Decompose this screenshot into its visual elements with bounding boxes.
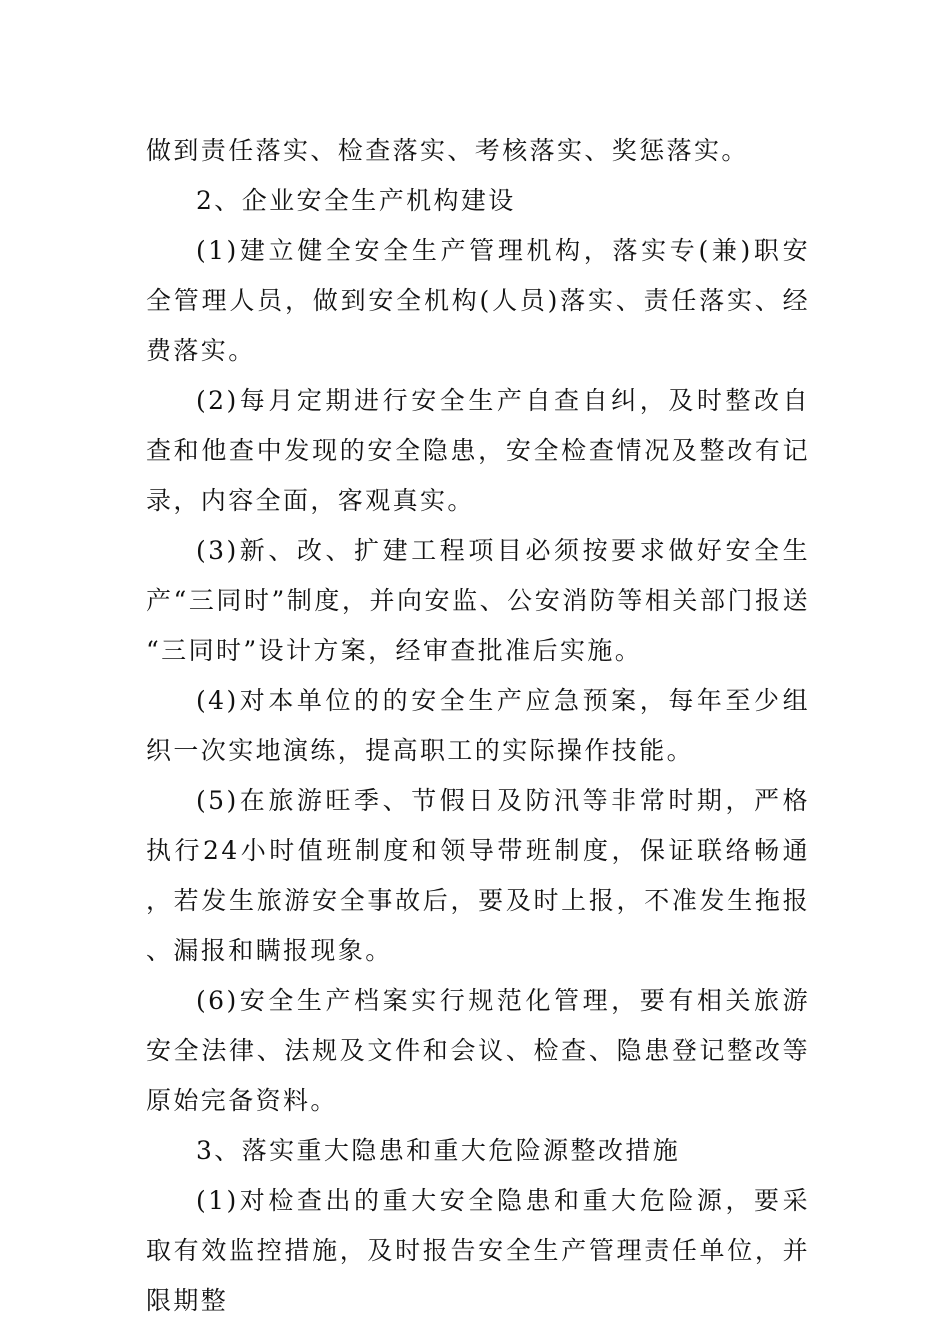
paragraph-item-2: (2)每月定期进行安全生产自查自纠，及时整改自查和他查中发现的安全隐患，安全检查情况及整改有记录，内容全面，客观真实。 xyxy=(146,386,810,515)
paragraph-1: 做到责任落实、检查落实、考核落实、奖惩落实。 xyxy=(146,136,749,165)
section-heading-3: 3、落实重大隐患和重大危险源整改措施 xyxy=(196,1136,681,1165)
paragraph-item-3: (3)新、改、扩建工程项目必须按要求做好安全生产“三同时”制度，并向安监、公安消防等相关部门报送“三同时”设计方案，经审查批准后实施。 xyxy=(146,536,810,665)
paragraph-item-5: (5)在旅游旺季、节假日及防汛等非常时期，严格执行24小时值班制度和领导带班制度，保证联络畅通，若发生旅游安全事故后，要及时上报，不准发生拖报、漏报和瞒报现象。 xyxy=(146,786,810,965)
paragraph-item-7: (1)对检查出的重大安全隐患和重大危险源，要采取有效监控措施，及时报告安全生产管理责任单位，并限期整 xyxy=(146,1186,810,1315)
section-heading-2: 2、企业安全生产机构建设 xyxy=(196,186,516,215)
document-body xyxy=(146,126,810,1326)
paragraph-item-6: (6)安全生产档案实行规范化管理，要有相关旅游安全法律、法规及文件和会议、检查、隐患登记整改等原始完备资料。 xyxy=(146,986,810,1115)
paragraph-item-1: (1)建立健全安全生产管理机构，落实专(兼)职安全管理人员，做到安全机构(人员)落实、责任落实、经费落实。 xyxy=(146,236,810,365)
paragraph-item-4: (4)对本单位的的安全生产应急预案，每年至少组织一次实地演练，提高职工的实际操作技能。 xyxy=(146,686,810,765)
